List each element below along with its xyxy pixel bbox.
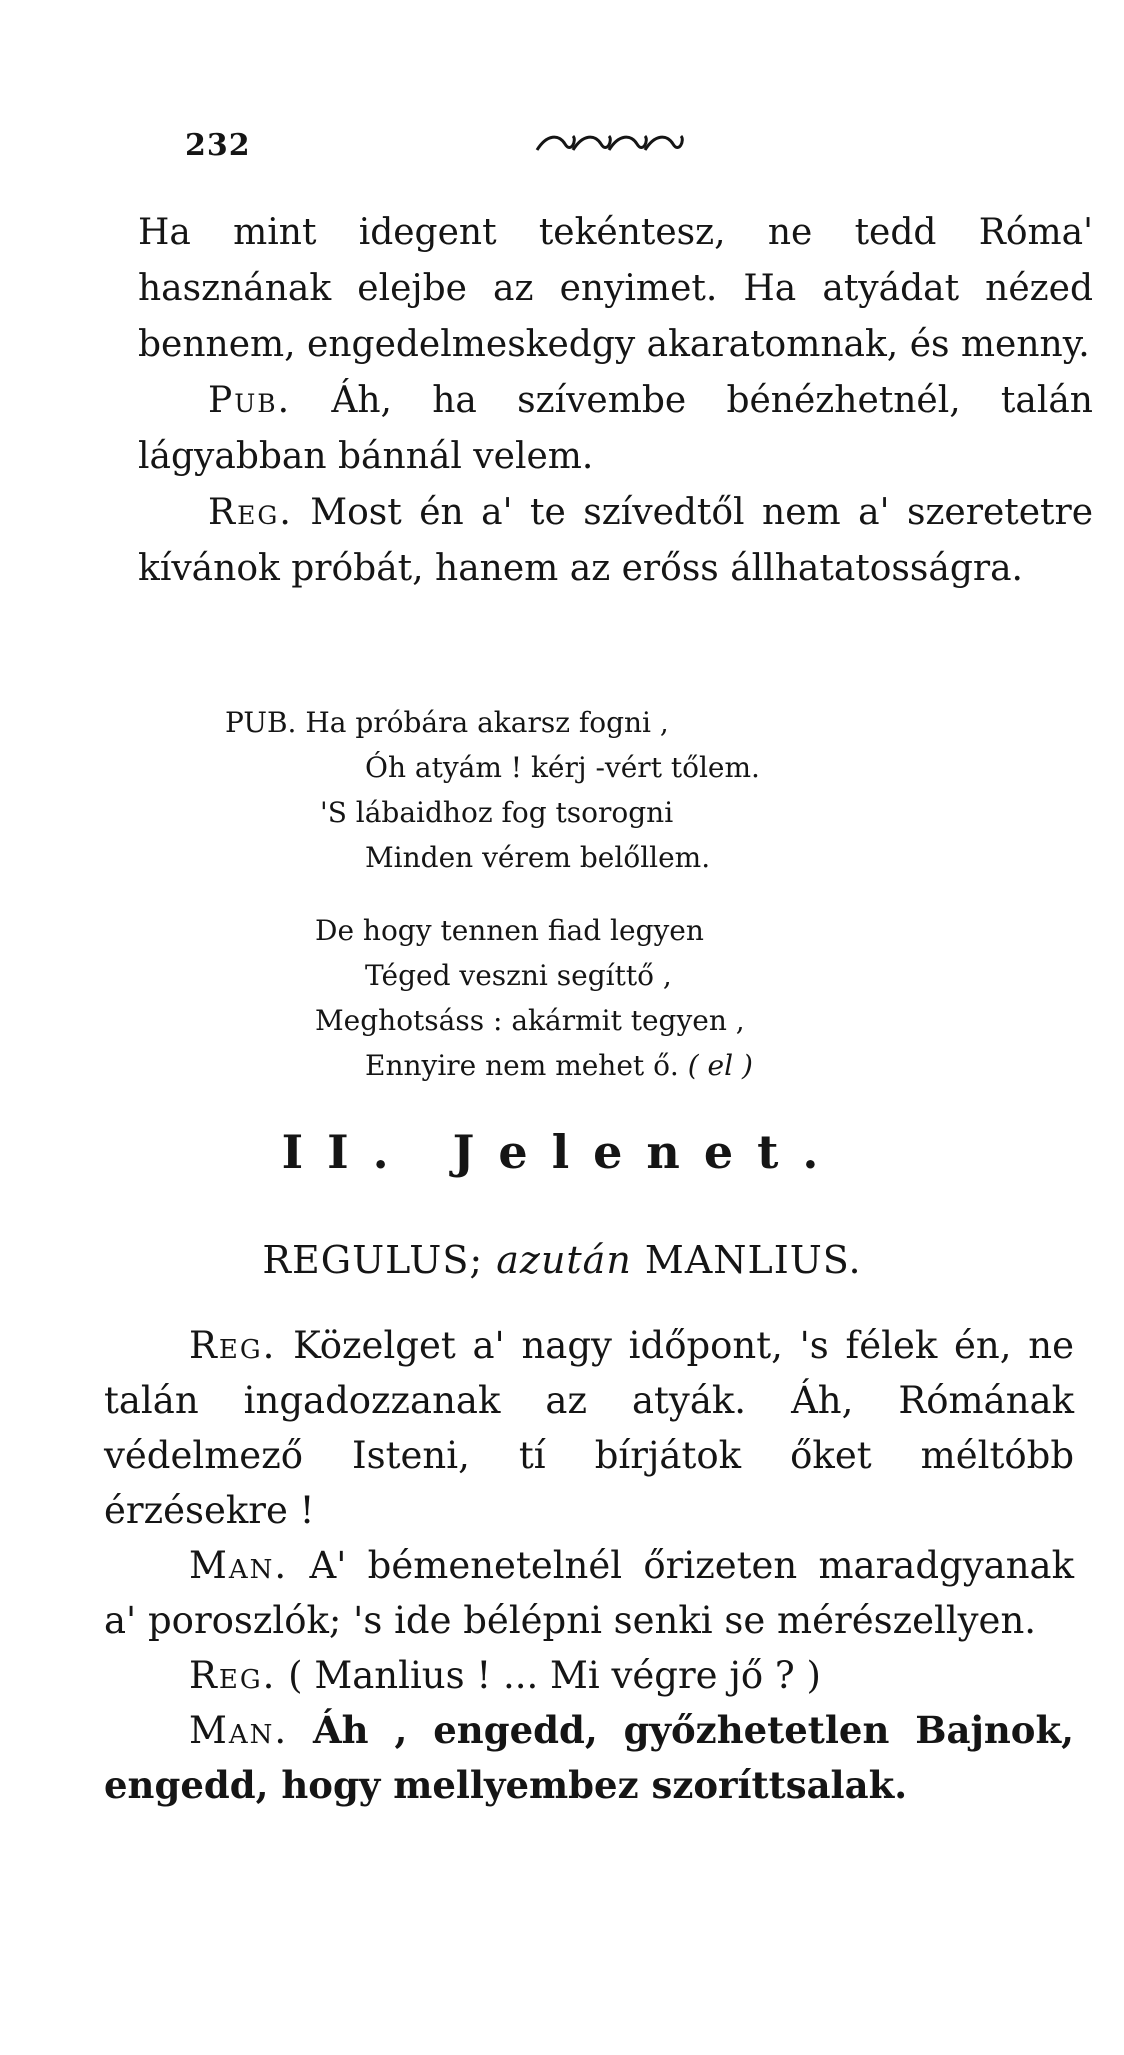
speaker-name: Pub. [208, 380, 292, 421]
verse-line: 'S lábaidhoz fog tsorogni [320, 796, 674, 829]
cast-list [0, 1238, 1124, 1282]
paragraph-text: A' bémenetelnél őrizeten maradgyanak a' poroszlók; 's ide bélépni senki se mérészellyen. [104, 1544, 1075, 1642]
ornament-icon [535, 132, 685, 156]
speaker-name: Man. [189, 1544, 289, 1587]
stanza [225, 908, 1025, 1088]
verse-line: De hogy tennen fiad legyen [315, 914, 704, 947]
verse-line: Óh atyám ! kérj -vért tőlem. [365, 751, 760, 784]
speaker-name: Reg. [208, 492, 293, 533]
character-name: MANLIUS. [644, 1238, 862, 1282]
speaker-name: PUB. [225, 706, 297, 739]
verse-line: Meghotsáss : akármit tegyen , [315, 1004, 745, 1037]
cast-connector: azután [496, 1238, 632, 1282]
paragraph-text: Ha mint idegent tekéntesz, ne tedd Róma' hasznának elejbe az enyimet. Ha atyádat nézed bennem, engedelmeskedgy akaratomnak, és menny. [138, 212, 1093, 365]
scene-heading: II. Jelenet. [281, 1125, 843, 1179]
verse-line: Téged veszni segíttő , [365, 959, 672, 992]
paragraph [138, 205, 1093, 373]
paragraph [138, 373, 1093, 485]
character-name: REGULUS; [262, 1238, 484, 1282]
paragraph-text: Áh , engedd, győzhetetlen Bajnok, engedd, hogy mellyembez szoríttsalak. [104, 1708, 1074, 1807]
verse-line: PUB. Ha próbára akarsz fogni , [225, 706, 669, 739]
verse-line: Ennyire nem mehet ő. ( el ) [365, 1049, 753, 1082]
page-header [185, 128, 1085, 168]
paragraph [104, 1703, 1074, 1813]
verse-line: Minden vérem belőllem. [365, 841, 711, 874]
paragraph [104, 1648, 1074, 1703]
paragraph [138, 485, 1093, 597]
paragraph-text: Közelget a' nagy időpont, 's félek én, ne talán ingadozzanak az atyák. Áh, Rómának védelmező Isteni, tí bírjátok őket méltóbb érzésekre ! [104, 1324, 1074, 1532]
dialogue-block-1 [138, 205, 1093, 597]
stanza [225, 700, 1025, 880]
paragraph [104, 1318, 1074, 1538]
dialogue-block-2 [104, 1318, 1074, 1813]
stage-direction: ( el ) [687, 1049, 753, 1082]
speaker-name: Reg. [189, 1654, 277, 1697]
verse-block [225, 700, 1025, 1116]
paragraph-text: ( Manlius ! ... Mi végre jő ? ) [288, 1654, 821, 1697]
speaker-name: Reg. [189, 1324, 277, 1367]
paragraph-text: Áh, ha szívembe bénézhetnél, talán lágyabban bánnál velem. [138, 380, 1093, 477]
page-number: 232 [185, 128, 251, 163]
speaker-name: Man. [189, 1709, 289, 1752]
paragraph-text: Most én a' te szívedtől nem a' szeretetre kívánok próbát, hanem az erőss állhatatosságra. [138, 492, 1093, 589]
paragraph [104, 1538, 1074, 1648]
